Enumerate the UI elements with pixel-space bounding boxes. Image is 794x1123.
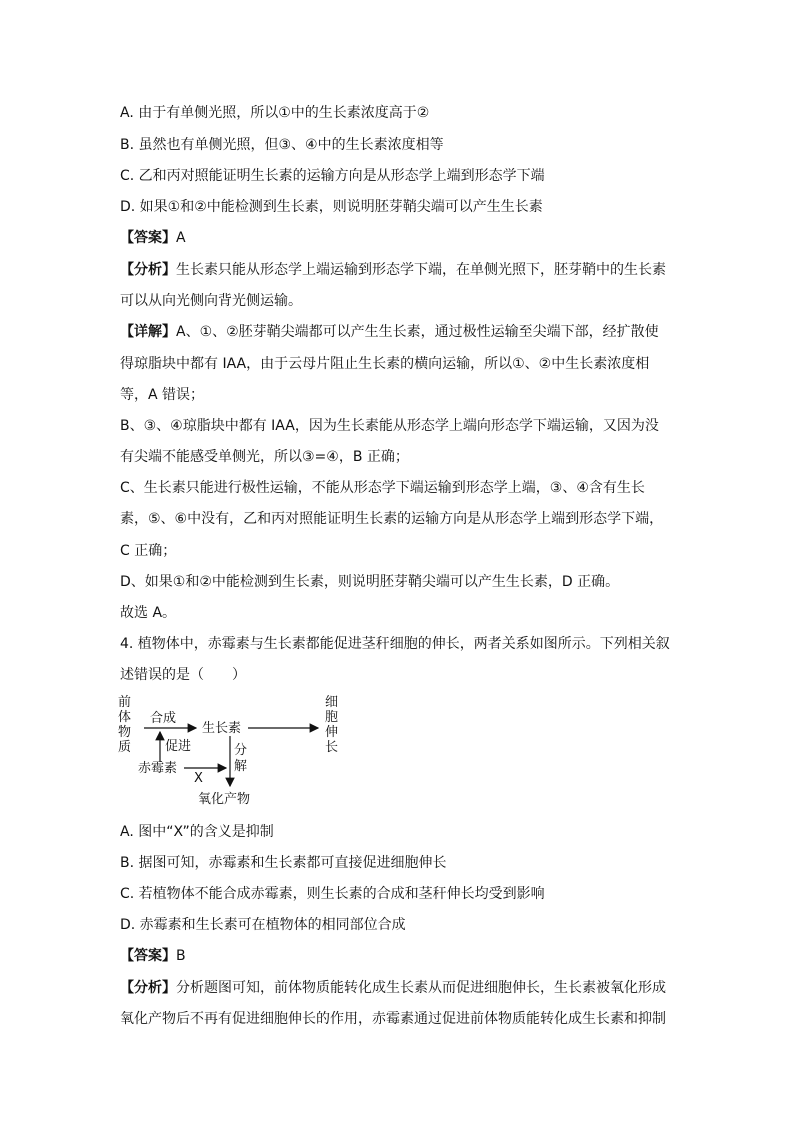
q3-detail-line5: 有尖端不能感受单侧光，所以③=④，B 正确；: [120, 449, 409, 465]
q3-detail-line3: 等，A 错误；: [120, 387, 205, 403]
x-mark: X: [194, 771, 203, 786]
precursor-char-2: 体: [118, 710, 132, 725]
q4-option-a: A. 图中“X”的含义是抑制: [120, 824, 274, 840]
q3-analysis-line1: [120, 260, 666, 280]
q4-analysis-line2: 氧化产物后不再有促进细胞伸长的作用，赤霉素通过促进前体物质能转化成生长素和抑制: [120, 1011, 666, 1027]
elongation-char-4: 长: [325, 740, 339, 755]
synthesis-label: 合成: [150, 711, 177, 726]
promote-label: 促进: [165, 739, 192, 754]
q3-detail-line8: C 正确；: [120, 543, 177, 559]
q3-option-a: A. 由于有单侧光照，所以①中的生长素浓度高于②: [120, 105, 430, 121]
precursor-char-4: 质: [118, 740, 132, 755]
elongation-char-3: 伸: [325, 725, 339, 740]
q4-analysis-line1: [120, 978, 666, 998]
oxidation-product-label: 氧化产物: [198, 792, 251, 807]
q3-detail-line6: C、生长素只能进行极性运输，不能从形态学下端运输到形态学上端，③、④含有生长: [120, 480, 645, 496]
q4-option-b: B. 据图可知，赤霉素和生长素都可直接促进细胞伸长: [120, 855, 447, 871]
q4-option-d: D. 赤霉素和生长素可在植物体的相同部位合成: [120, 917, 406, 933]
q3-detail-line1: [120, 322, 659, 342]
decompose-char-2: 解: [234, 759, 248, 774]
elongation-char-1: 细: [325, 695, 339, 710]
auxin-label: 生长素: [202, 721, 242, 736]
precursor-char-1: 前: [118, 695, 132, 710]
detail-label: 【详解】: [120, 324, 176, 340]
q3-option-d: D. 如果①和②中能检测到生长素，则说明胚芽鞘尖端可以产生生长素: [120, 199, 543, 215]
q3-option-b: B. 虽然也有单侧光照，但③、④中的生长素浓度相等: [120, 137, 444, 153]
hormone-relationship-diagram: [118, 690, 358, 810]
q4-stem-line2: 述错误的是（ ）: [120, 667, 246, 683]
elongation-char-2: 胞: [325, 710, 339, 725]
q3-option-c: C. 乙和丙对照能证明生长素的运输方向是从形态学上端到形态学下端: [120, 168, 545, 184]
q3-detail-line9: D、如果①和②中能检测到生长素，则说明胚芽鞘尖端可以产生生长素，D 正确。: [120, 574, 620, 590]
answer-label: 【答案】: [120, 230, 176, 246]
q3-detail-line4: B、③、④琼脂块中都有 IAA，因为生长素能从形态学上端向形态学下端运输，又因为没: [120, 418, 659, 434]
analysis-label: 【分析】: [120, 262, 176, 278]
answer-label: 【答案】: [120, 948, 176, 964]
precursor-char-3: 物: [118, 725, 132, 740]
detail-text: A、①、②胚芽鞘尖端都可以产生生长素，通过极性运输至尖端下部，经扩散使: [176, 324, 659, 340]
q4-option-c: C. 若植物体不能合成赤霉素，则生长素的合成和茎秆伸长均受到影响: [120, 886, 545, 902]
q3-detail-line2: 得琼脂块中都有 IAA，由于云母片阻止生长素的横向运输，所以①、②中生长素浓度相: [120, 356, 650, 372]
answer-value: A: [176, 230, 186, 246]
q3-detail-line7: 素，⑤、⑥中没有，乙和丙对照能证明生长素的运输方向是从形态学上端到形态学下端，: [120, 511, 664, 527]
decompose-char-1: 分: [234, 743, 248, 758]
q3-detail-line10: 故选 A。: [120, 605, 177, 621]
q4-answer: [120, 946, 186, 966]
answer-value: B: [176, 948, 186, 964]
gibberellin-label: 赤霉素: [138, 761, 178, 776]
analysis-label: 【分析】: [120, 980, 176, 996]
q3-analysis-line2: 可以从向光侧向背光侧运输。: [120, 293, 302, 309]
analysis-text: 分析题图可知，前体物质能转化成生长素从而促进细胞伸长，生长素被氧化形成: [176, 980, 666, 996]
q3-answer: [120, 228, 186, 248]
q4-stem-line1: 4. 植物体中，赤霉素与生长素都能促进茎秆细胞的伸长，两者关系如图所示。下列相关叙: [120, 636, 670, 652]
analysis-text: 生长素只能从形态学上端运输到形态学下端，在单侧光照下，胚芽鞘中的生长素: [176, 262, 666, 278]
